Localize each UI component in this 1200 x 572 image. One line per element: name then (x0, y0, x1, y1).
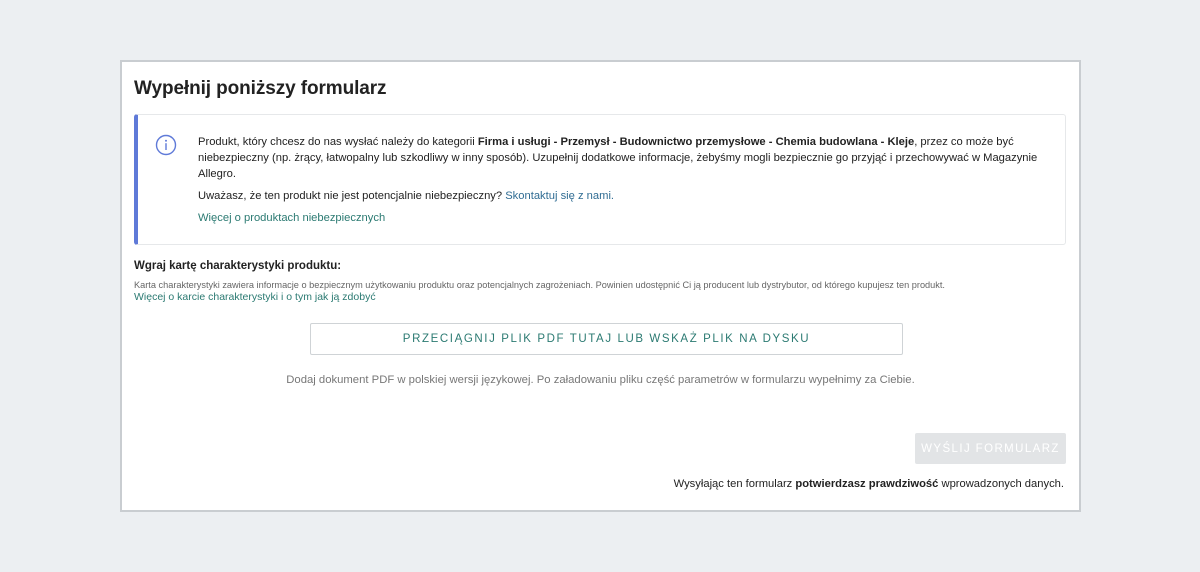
contact-us-link[interactable]: Skontaktuj się z nami. (505, 190, 615, 202)
upload-hint: Dodaj dokument PDF w polskiej wersji językowej. Po załadowaniu pliku część parametrów w formularzu wypełnimy za Ciebie. (286, 374, 915, 386)
submit-form-button[interactable]: WYŚLIJ FORMULARZ (915, 433, 1066, 464)
dangerous-products-link[interactable]: Więcej o produktach niebezpiecznych (198, 212, 386, 224)
category-notice: Produkt, który chcesz do nas wysłać należy do kategorii Firma i usługi - Przemysł - Budownictwo przemysłowe - Chemia budowlana - Kleje, przez co może być niebezpieczny (np. żrący, łatwopalny lub szkodliwy w inny sposób). Uzupełnij dodatkowe informacje, żebyśmy mogli bezpiecznie go przyjąć i przechowywać w Magazynie Allegro. (198, 136, 1038, 180)
contact-question: Uważasz, że ten produkt nie jest potencjalnie niebezpieczny? Skontaktuj się z nami. (198, 190, 615, 202)
info-icon (155, 134, 177, 156)
form-card (120, 60, 1081, 512)
info-text (198, 134, 1053, 226)
dangerous-goods-info-box (134, 114, 1066, 245)
category-name: Firma i usługi - Przemysł - Budownictwo przemysłowe - Chemia budowlana - Kleje (477, 136, 915, 148)
page-title: Wypełnij poniższy formularz (134, 78, 387, 99)
safety-sheet-info-link[interactable]: Więcej o karcie charakterystyki i o tym jak ją zdobyć (134, 291, 376, 303)
confirmation-note: Wysyłając ten formularz potwierdzasz prawdziwość wprowadzonych danych. (673, 478, 1064, 490)
upload-description: Karta charakterystyki zawiera informacje o bezpiecznym użytkowaniu produktu oraz potencjalnych zagrożeniach. Powinien udostępnić Ci ją producent lub dystrybutor, od którego kupujesz ten produkt. (134, 280, 945, 290)
pdf-dropzone[interactable]: PRZECIĄGNIJ PLIK PDF TUTAJ LUB WSKAŻ PLIK NA DYSKU (310, 323, 903, 355)
upload-section-title: Wgraj kartę charakterystyki produktu: (134, 260, 342, 272)
